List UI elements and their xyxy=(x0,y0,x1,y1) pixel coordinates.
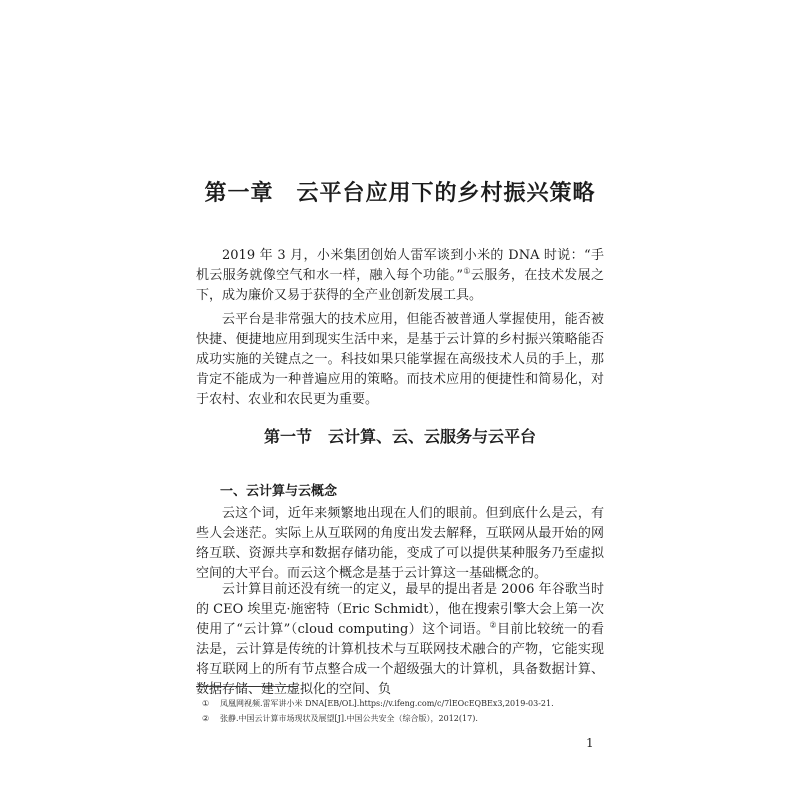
chapter-title: 第一章 云平台应用下的乡村振兴策略 xyxy=(204,181,596,206)
intro-paragraph xyxy=(196,246,604,306)
footnote-ref-2[interactable]: ② xyxy=(489,620,497,630)
footnote-text: 凤凰网视频.雷军讲小米 DNA[EB/OL].https://v.ifeng.com/c/7lEOcEQBEx3,2019-03-21. xyxy=(220,699,554,708)
body-paragraph-2-text-continued: 目前比较统一的看法是，云计算是传统的计算机技术与互联网技术融合的产物，它能实现将互联网上的所有节点整合成一个超级强大的计算机，具备数据计算、数据存储、建立虚拟化的空间、负 xyxy=(196,622,605,697)
footnote-item xyxy=(196,711,604,726)
footnote-list xyxy=(196,696,604,726)
body-paragraph: 云这个词，近年来频繁地出现在人们的眼前。但到底什么是云，有些人会迷茫。实际上从互联网的角度出发去解释，互联网从最开始的网络互联、资源共享和数据存储功能，变成了可以提供某种服务乃至虚拟空间的大平台。而云这个概念是基于云计算这一基础概念的。 xyxy=(196,506,604,581)
intro-paragraph-text-continued: 云服务，在技术发展之下，成为廉价又易于获得的全产业创新发展工具。 xyxy=(196,268,604,303)
body-paragraph-2-text: 云计算目前还没有统一的定义，最早的提出者是 2006 年谷歌当时的 CEO 埃里克·施密特（Eric Schmidt），他在搜索引擎大会上第一次使用了“云计算”（cloud computing）这个词语。 xyxy=(196,582,604,637)
body-paragraph-2 xyxy=(196,580,604,700)
footnote-text: 张静.中国云计算市场现状及展望[J].中国公共安全（综合版），2012(17). xyxy=(220,714,478,723)
intro-paragraph-2: 云平台是非常强大的技术应用，但能否被普通人掌握使用，能否被快捷、便捷地应用到现实生活中来，是基于云计算的乡村振兴策略能否成功实施的关键点之一。科技如果只能掌握在高级技术人员的手上，那肯定不能成为一种普遍应用的策略。而技术应用的便捷性和简易化，对于农村、农业和农民更为重要。 xyxy=(196,312,604,407)
footnote-mark: ① xyxy=(202,699,210,708)
page-number: 1 xyxy=(586,736,594,750)
footnote-divider xyxy=(196,686,298,687)
footnote-mark: ② xyxy=(202,714,210,723)
intro-paragraph-text: 2019 年 3 月，小米集团创始人雷军谈到小米的 DNA 时说：“手机云服务就像空气和水一样，融入每个功能。” xyxy=(196,248,604,283)
footnote-item xyxy=(196,696,604,711)
section-title: 第一节 云计算、云、云服务与云平台 xyxy=(263,427,536,446)
subsection-title: 一、云计算与云概念 xyxy=(220,484,338,499)
footnote-ref-1[interactable]: ① xyxy=(463,266,471,276)
